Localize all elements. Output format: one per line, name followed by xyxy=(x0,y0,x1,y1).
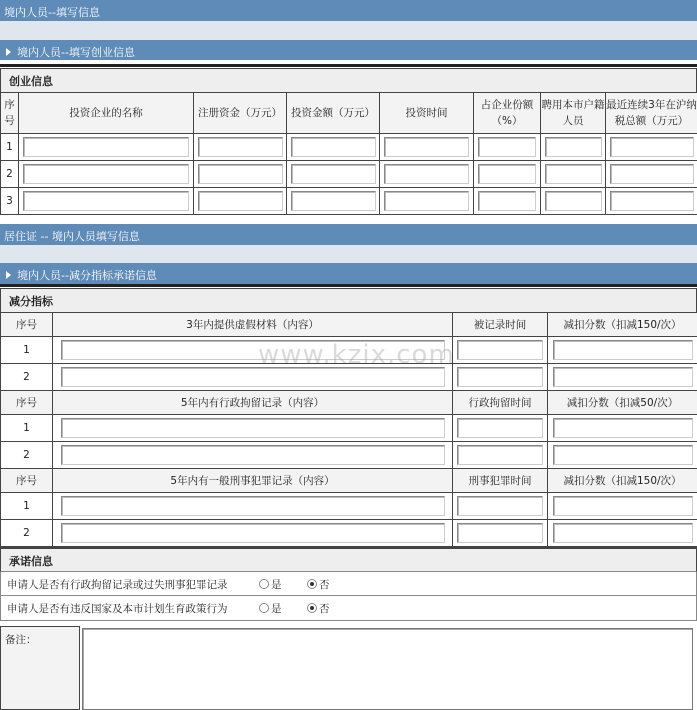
company-name-input[interactable] xyxy=(23,191,189,211)
cell xyxy=(453,520,548,547)
page-title: 境内人员--填写信息 xyxy=(4,6,100,19)
cell xyxy=(19,161,194,188)
table-row xyxy=(1,161,697,188)
table-row xyxy=(1,415,697,442)
startup-table xyxy=(0,92,697,215)
cell xyxy=(453,415,548,442)
record-time-input[interactable] xyxy=(457,367,543,387)
row-number: 1 xyxy=(1,337,53,364)
score-input[interactable] xyxy=(553,367,693,387)
startup-section-bar xyxy=(0,40,697,60)
col-header-invest-time: 投资时间 xyxy=(380,93,474,134)
col-header-false-material: 3年内提供虚假材料（内容） xyxy=(53,313,453,337)
cell xyxy=(453,364,548,391)
cell xyxy=(53,520,453,547)
remark-label: 备注： xyxy=(0,626,80,710)
watermark-text: www.kzix.com xyxy=(258,340,455,370)
company-name-input[interactable] xyxy=(23,137,189,157)
commitment-row-1 xyxy=(0,572,697,596)
cell xyxy=(194,134,287,161)
investment-amount-input[interactable] xyxy=(291,137,376,157)
radio-selected-icon xyxy=(307,603,317,613)
col-header-score: 减扣分数（扣减50/次） xyxy=(548,391,697,415)
radio-yes-2[interactable] xyxy=(259,601,282,616)
remark-textarea[interactable] xyxy=(82,628,693,710)
cell xyxy=(380,188,474,215)
table-row xyxy=(1,493,697,520)
startup-section-title: 创业信息 xyxy=(0,68,697,92)
cell xyxy=(548,442,697,469)
col-header-investment: 投资金额（万元） xyxy=(287,93,380,134)
cell xyxy=(53,442,453,469)
tax-total-input[interactable] xyxy=(610,164,694,184)
score-input[interactable] xyxy=(553,445,693,465)
deduction-bar-label: 境内人员--减分指标承诺信息 xyxy=(17,269,157,282)
table-row xyxy=(1,442,697,469)
tax-total-input[interactable] xyxy=(610,137,694,157)
col-header-no: 序号 xyxy=(1,469,53,493)
col-header-no: 序号 xyxy=(1,391,53,415)
radio-selected-icon xyxy=(307,579,317,589)
cell xyxy=(548,415,697,442)
registered-capital-input[interactable] xyxy=(198,164,283,184)
commitment-question-1: 申请人是否有行政拘留记录或过失刑事犯罪记录 xyxy=(7,579,228,591)
col-header-score: 减扣分数（扣减150/次） xyxy=(548,313,697,337)
radio-icon xyxy=(259,603,269,613)
company-name-input[interactable] xyxy=(23,164,189,184)
tax-total-input[interactable] xyxy=(610,191,694,211)
cell xyxy=(606,161,697,188)
score-input[interactable] xyxy=(553,496,693,516)
cell xyxy=(453,493,548,520)
deduction-section-title: 减分指标 xyxy=(0,288,697,312)
cell xyxy=(53,493,453,520)
cell xyxy=(53,415,453,442)
detention-input[interactable] xyxy=(61,445,445,465)
col-header-criminal: 5年内有一般刑事犯罪记录（内容） xyxy=(53,469,453,493)
cell xyxy=(287,161,380,188)
detention-time-input[interactable] xyxy=(457,445,543,465)
local-hires-input[interactable] xyxy=(545,191,602,211)
cell xyxy=(287,134,380,161)
cell xyxy=(548,493,697,520)
col-header-company: 投资企业的名称 xyxy=(19,93,194,134)
col-header-tax-total: 最近连续3年在沪纳税总额（万元） xyxy=(606,93,697,134)
cell xyxy=(453,337,548,364)
detention-time-input[interactable] xyxy=(457,418,543,438)
divider xyxy=(0,284,697,287)
row-number: 2 xyxy=(1,364,53,391)
share-input[interactable] xyxy=(478,164,536,184)
radio-yes-1[interactable] xyxy=(259,577,282,592)
false-material-input[interactable] xyxy=(61,367,445,387)
registered-capital-input[interactable] xyxy=(198,191,283,211)
cell xyxy=(474,188,541,215)
col-header-criminal-time: 刑事犯罪时间 xyxy=(453,469,548,493)
investment-amount-input[interactable] xyxy=(291,164,376,184)
spacer xyxy=(0,245,697,263)
commitment-section-title: 承诺信息 xyxy=(0,547,697,572)
table-row xyxy=(1,520,697,547)
cell xyxy=(548,364,697,391)
cell xyxy=(453,442,548,469)
table-row xyxy=(1,134,697,161)
criminal-time-input[interactable] xyxy=(457,496,543,516)
col-header-detention-time: 行政拘留时间 xyxy=(453,391,548,415)
row-number: 2 xyxy=(1,442,53,469)
row-number: 1 xyxy=(1,493,53,520)
cell xyxy=(194,161,287,188)
cell xyxy=(541,188,606,215)
radio-no-label: 否 xyxy=(319,603,330,615)
radio-yes-label: 是 xyxy=(271,603,282,615)
radio-yes-label: 是 xyxy=(271,579,282,591)
spacer xyxy=(0,21,697,40)
commitment-question-2: 申请人是否有违反国家及本市计划生育政策行为 xyxy=(7,603,228,615)
radio-no-label: 否 xyxy=(319,579,330,591)
invest-time-input[interactable] xyxy=(384,191,469,211)
score-input[interactable] xyxy=(553,523,693,543)
row-number: 1 xyxy=(1,134,19,161)
cell xyxy=(380,134,474,161)
radio-no-2[interactable] xyxy=(307,601,330,616)
divider xyxy=(0,64,697,67)
row-number: 3 xyxy=(1,188,19,215)
cell xyxy=(541,134,606,161)
page-title-bar xyxy=(0,0,697,21)
commitment-row-2 xyxy=(0,596,697,621)
col-header-no: 序号 xyxy=(1,93,19,134)
radio-no-1[interactable] xyxy=(307,577,330,592)
residence-bar-label: 居住证 -- 境内人员填写信息 xyxy=(4,230,140,243)
deduction-section-bar xyxy=(0,263,697,284)
col-header-score: 减扣分数（扣减150/次） xyxy=(548,469,697,493)
criminal-record-input[interactable] xyxy=(61,523,445,543)
score-input[interactable] xyxy=(553,418,693,438)
cell xyxy=(287,188,380,215)
row-number: 2 xyxy=(1,161,19,188)
cell xyxy=(548,337,697,364)
share-input[interactable] xyxy=(478,191,536,211)
col-header-registered-capital: 注册资金（万元） xyxy=(194,93,287,134)
criminal-time-input[interactable] xyxy=(457,523,543,543)
investment-amount-input[interactable] xyxy=(291,191,376,211)
cell xyxy=(474,161,541,188)
cell xyxy=(19,188,194,215)
criminal-record-input[interactable] xyxy=(61,496,445,516)
radio-icon xyxy=(259,579,269,589)
cell xyxy=(541,161,606,188)
local-hires-input[interactable] xyxy=(545,164,602,184)
col-header-detention: 5年内有行政拘留记录（内容） xyxy=(53,391,453,415)
local-hires-input[interactable] xyxy=(545,137,602,157)
col-header-local-hires: 聘用本市户籍人员 xyxy=(541,93,606,134)
invest-time-input[interactable] xyxy=(384,164,469,184)
detention-input[interactable] xyxy=(61,418,445,438)
cell xyxy=(474,134,541,161)
share-input[interactable] xyxy=(478,137,536,157)
score-input[interactable] xyxy=(553,340,693,360)
invest-time-input[interactable] xyxy=(384,137,469,157)
row-number: 1 xyxy=(1,415,53,442)
row-number: 2 xyxy=(1,520,53,547)
residence-bar xyxy=(0,224,697,245)
cell xyxy=(194,188,287,215)
cell xyxy=(606,134,697,161)
registered-capital-input[interactable] xyxy=(198,137,283,157)
table-row xyxy=(1,188,697,215)
startup-bar-label: 境内人员--填写创业信息 xyxy=(17,46,135,59)
cell xyxy=(380,161,474,188)
record-time-input[interactable] xyxy=(457,340,543,360)
triangle-right-icon xyxy=(6,271,11,279)
col-header-record-time: 被记录时间 xyxy=(453,313,548,337)
cell xyxy=(19,134,194,161)
col-header-no: 序号 xyxy=(1,313,53,337)
col-header-share: 占企业份额（%） xyxy=(474,93,541,134)
cell xyxy=(606,188,697,215)
triangle-right-icon xyxy=(6,48,11,56)
cell xyxy=(548,520,697,547)
